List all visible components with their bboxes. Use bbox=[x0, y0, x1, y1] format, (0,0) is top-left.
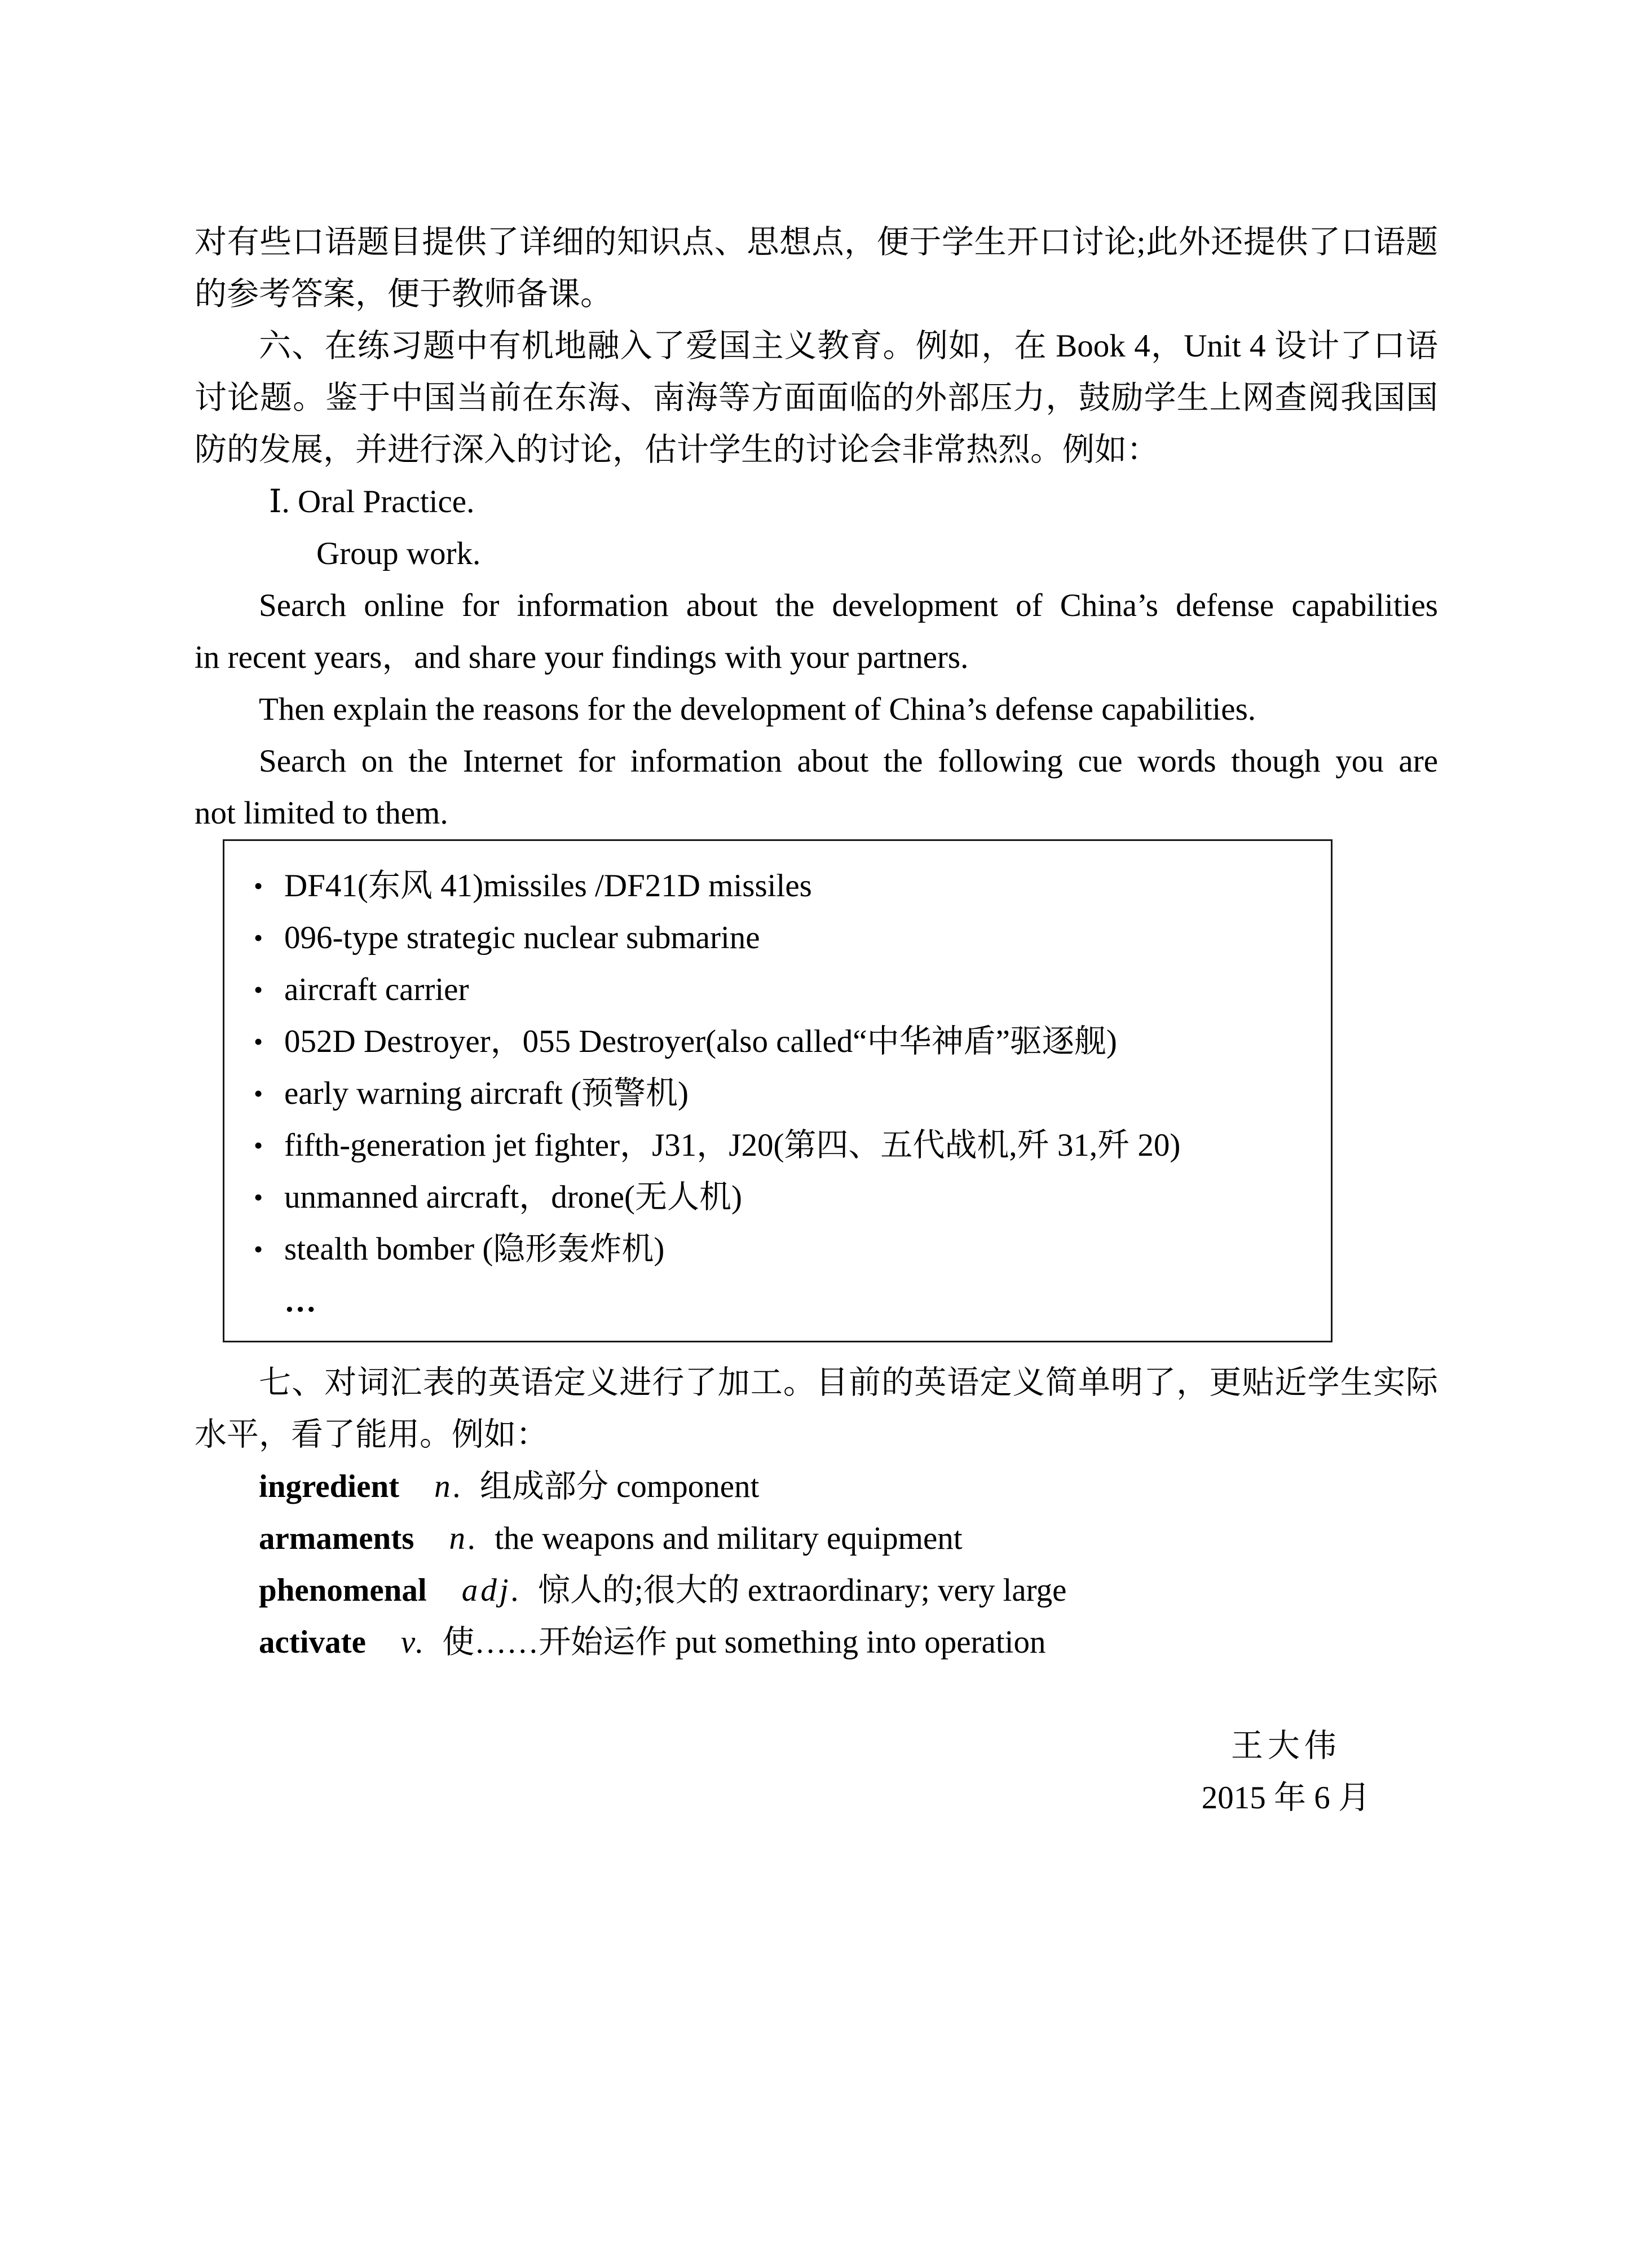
signature-block bbox=[1202, 1720, 1370, 1824]
task-line: Then explain the reasons for the development of China’s defense capabilities. bbox=[259, 692, 1256, 727]
vocab-pos: adj. bbox=[461, 1573, 522, 1608]
bullet-icon: • bbox=[254, 1235, 263, 1263]
list-item bbox=[254, 912, 1308, 964]
vocab-word: phenomenal bbox=[259, 1573, 427, 1608]
oral-practice-heading: Ⅰ. Oral Practice. bbox=[269, 484, 475, 519]
ellipsis-text: … bbox=[284, 1283, 319, 1319]
vocab-entry bbox=[195, 1461, 1438, 1513]
cue-words-box bbox=[223, 839, 1333, 1342]
signature-name: 王大伟 bbox=[1230, 1728, 1341, 1764]
vocab-entry bbox=[195, 1617, 1438, 1668]
vocab-entry bbox=[195, 1565, 1438, 1617]
bullet-icon: • bbox=[254, 1027, 263, 1056]
cue-item-text: early warning aircraft (预警机) bbox=[284, 1076, 689, 1111]
cue-item-text: 096-type strategic nuclear submarine bbox=[284, 920, 760, 955]
vocab-definition: 使……开始运作 put something into operation bbox=[442, 1624, 1046, 1660]
list-item bbox=[254, 1223, 1308, 1275]
cue-item-text: 052D Destroyer，055 Destroyer(also called“中华神盾”驱逐舰) bbox=[284, 1024, 1117, 1059]
bullet-icon: • bbox=[254, 1079, 263, 1108]
vocab-definition: 组成部分 component bbox=[479, 1469, 760, 1504]
vocab-definition: 惊人的;很大的 extraordinary; very large bbox=[537, 1573, 1067, 1608]
vocab-pos: v. bbox=[400, 1624, 427, 1660]
bullet-icon: • bbox=[254, 923, 263, 952]
task-line: Search on the Internet for information about the following cue words though you are bbox=[259, 743, 1438, 779]
bullet-icon: • bbox=[254, 871, 263, 900]
bullet-icon: • bbox=[254, 975, 263, 1004]
intro-line: 对有些口语题目提供了详细的知识点、思想点，便于学生开口讨论;此外还提供了口语题 bbox=[195, 224, 1438, 260]
bullet-icon: • bbox=[254, 1131, 263, 1160]
cue-item-text: unmanned aircraft，drone(无人机) bbox=[284, 1179, 742, 1215]
list-item bbox=[254, 964, 1308, 1016]
vocab-word: ingredient bbox=[259, 1469, 400, 1504]
vocab-entry bbox=[195, 1513, 1438, 1565]
group-work-subheading: Group work. bbox=[316, 536, 481, 571]
task-line: Search online for information about the development of China’s defense capabilities bbox=[259, 588, 1438, 623]
list-item bbox=[254, 1016, 1308, 1068]
cue-item-text: aircraft carrier bbox=[284, 972, 469, 1007]
point-six-line: 防的发展，并进行深入的讨论，估计学生的讨论会非常热烈。例如： bbox=[195, 432, 1159, 468]
intro-line: 的参考答案，便于教师备课。 bbox=[195, 276, 612, 312]
vocab-word: armaments bbox=[259, 1521, 414, 1556]
point-seven-line: 水平，看了能用。例如： bbox=[195, 1417, 548, 1452]
vocab-definition: the weapons and military equipment bbox=[495, 1521, 963, 1556]
vocab-pos: n. bbox=[449, 1521, 479, 1556]
signature-date: 2015 年 6 月 bbox=[1201, 1780, 1370, 1816]
vocab-word: activate bbox=[259, 1624, 366, 1660]
vocab-pos: n. bbox=[434, 1469, 464, 1504]
page-content bbox=[195, 217, 1438, 1824]
task-line: not limited to them. bbox=[195, 795, 448, 831]
list-item bbox=[254, 1068, 1308, 1120]
list-item bbox=[254, 860, 1308, 912]
cue-item-text: fifth-generation jet fighter，J31，J20(第四、五代战机,歼 31,歼 20) bbox=[284, 1128, 1181, 1163]
point-six-line: 六、在练习题中有机地融入了爱国主义教育。例如，在 Book 4，Unit 4 设计了口语 bbox=[259, 328, 1438, 364]
point-six-line: 讨论题。鉴于中国当前在东海、南海等方面面临的外部压力，鼓励学生上网查阅我国国 bbox=[195, 380, 1438, 416]
list-item bbox=[254, 1120, 1308, 1172]
list-item bbox=[254, 1172, 1308, 1223]
point-seven-line: 七、对词汇表的英语定义进行了加工。目前的英语定义简单明了，更贴近学生实际 bbox=[259, 1365, 1438, 1401]
bullet-icon: • bbox=[254, 1183, 263, 1212]
cue-item-text: DF41(东风 41)missiles /DF21D missiles bbox=[284, 868, 812, 904]
task-line: in recent years，and share your findings with your partners. bbox=[195, 640, 969, 675]
cue-item-text: stealth bomber (隐形轰炸机) bbox=[284, 1231, 665, 1267]
